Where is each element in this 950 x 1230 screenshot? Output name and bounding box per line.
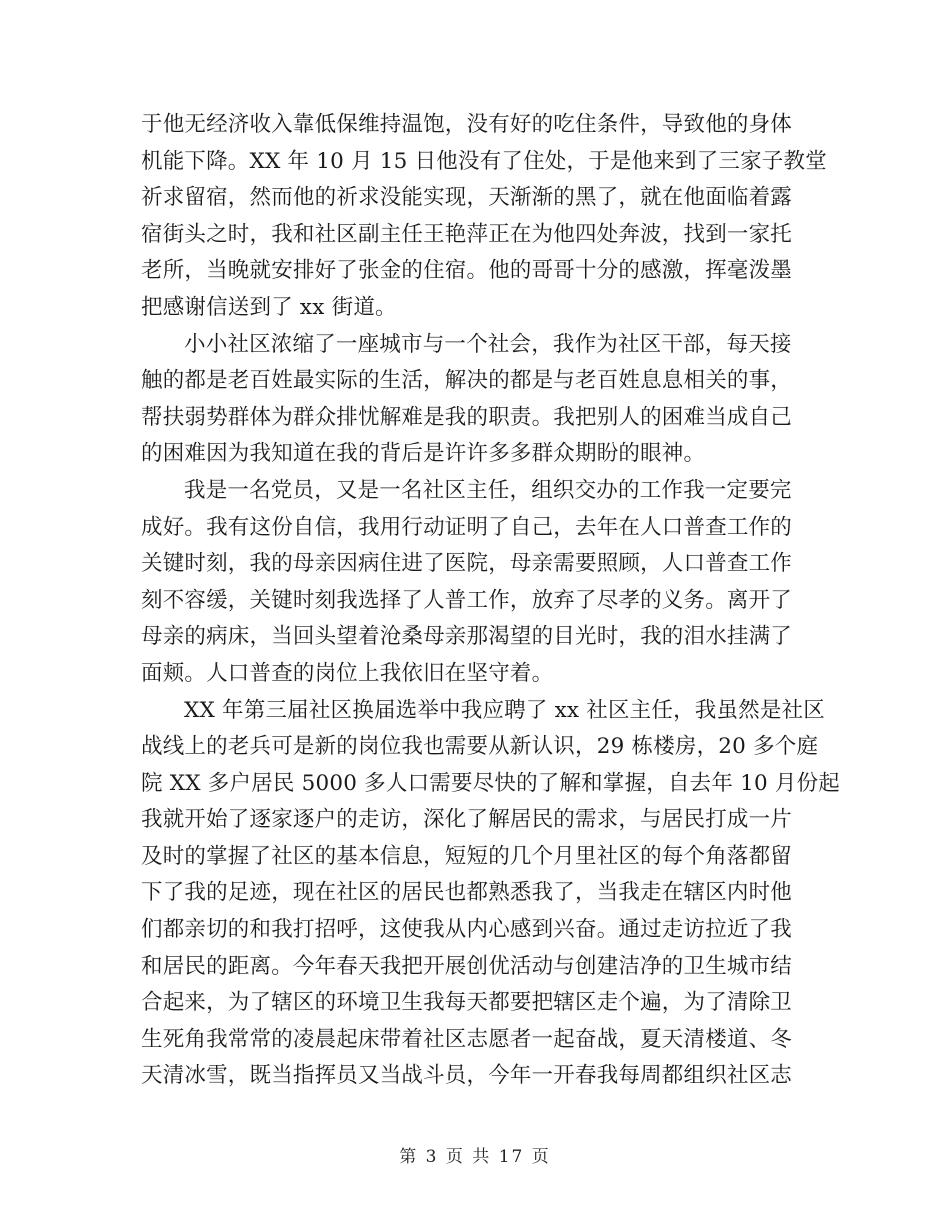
- text-line: 祈求留宿，然而他的祈求没能实现，天渐渐的黑了，就在他面临着露: [141, 185, 793, 211]
- text-line: 关键时刻，我的母亲因病住进了医院，母亲需要照顾，人口普查工作: [141, 551, 793, 577]
- text-line: 帮扶弱势群体为群众排忧解难是我的职责。我把别人的困难当成自己: [141, 404, 793, 430]
- text-line: 合起来，为了辖区的环境卫生我每天都要把辖区走个遍，为了清除卫: [141, 990, 793, 1016]
- text-line: 的困难因为我知道在我的背后是许许多多群众期盼的眼神。: [141, 441, 706, 467]
- page-number-footer: 第 3 页 共 17 页: [399, 1147, 551, 1167]
- text-line: 们都亲切的和我打招呼，这使我从内心感到兴奋。通过走访拉近了我: [141, 917, 793, 943]
- paragraph-first-line: XX 年第三届社区换届选举中我应聘了 xx 社区主任，我虽然是社区: [184, 697, 825, 723]
- text-line: 天清冰雪，既当指挥员又当战斗员，今年一开春我每周都组织社区志: [141, 1063, 793, 1089]
- text-line: 触的都是老百姓最实际的生活，解决的都是与老百姓息息相关的事，: [141, 368, 793, 394]
- paragraph-first-line: 我是一名党员，又是一名社区主任，组织交办的工作我一定要完: [184, 477, 792, 503]
- text-line: 和居民的距离。今年春天我把开展创优活动与创建洁净的卫生城市结: [141, 953, 793, 979]
- text-line: 老所，当晚就安排好了张金的住宿。他的哥哥十分的感激，挥毫泼墨: [141, 258, 793, 284]
- text-line: 及时的掌握了社区的基本信息，短短的几个月里社区的每个角落都留: [141, 843, 793, 869]
- text-line: 下了我的足迹，现在社区的居民也都熟悉我了，当我走在辖区内时他: [141, 880, 793, 906]
- text-line: 刻不容缓，关键时刻我选择了人普工作，放弃了尽孝的义务。离开了: [141, 587, 793, 613]
- text-line: 机能下降。XX 年 10 月 15 日他没有了住处，于是他来到了三家子教堂: [141, 148, 827, 174]
- text-line: 于他无经济收入靠低保维持温饱，没有好的吃住条件，导致他的身体: [141, 112, 793, 137]
- text-line: 成好。我有这份自信，我用行动证明了自己，去年在人口普查工作的: [141, 514, 793, 540]
- paragraph-first-line: 小小社区浓缩了一座城市与一个社会，我作为社区干部，每天接: [184, 331, 792, 357]
- text-line: 生死角我常常的凌晨起床带着社区志愿者一起奋战，夏天清楼道、冬: [141, 1026, 793, 1052]
- text-line: 母亲的病床，当回头望着沧桑母亲那渴望的目光时，我的泪水挂满了: [141, 624, 793, 650]
- text-line: 把感谢信送到了 xx 街道。: [141, 294, 397, 320]
- body-text: [141, 107, 840, 1095]
- text-line: 面颊。人口普查的岗位上我依旧在坚守着。: [141, 660, 554, 686]
- text-line: 院 XX 多户居民 5000 多人口需要尽快的了解和掌握，自去年 10 月份起: [141, 770, 840, 796]
- text-line: 我就开始了逐家逐户的走访，深化了解居民的需求，与居民打成一片: [141, 807, 793, 833]
- text-line: 宿街头之时，我和社区副主任王艳萍正在为他四处奔波，找到一家托: [141, 221, 793, 247]
- text-line: 战线上的老兵可是新的岗位我也需要从新认识，29 栋楼房，20 多个庭: [141, 734, 819, 760]
